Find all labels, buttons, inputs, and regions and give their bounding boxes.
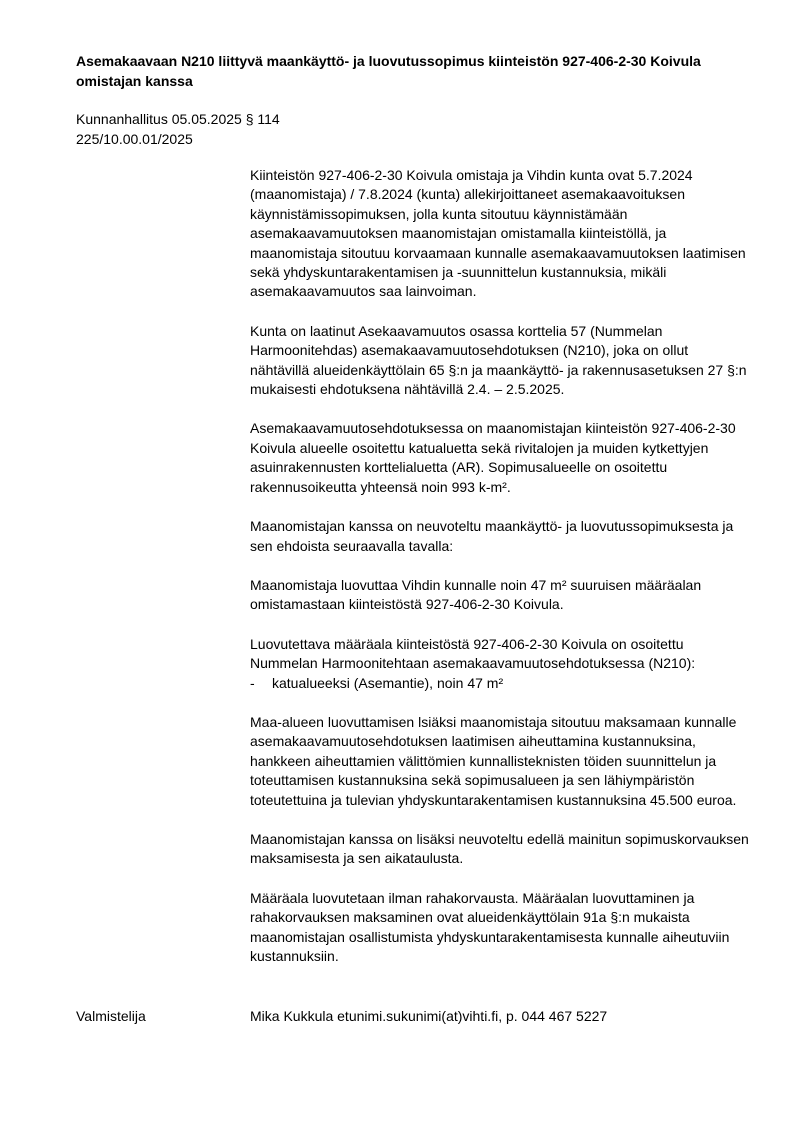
paragraph: Maanomistajan kanssa on neuvoteltu maankäyttö- ja luovutussopimuksesta ja sen ehdoista seuraavalla tavalla:: [250, 518, 734, 554]
preparer-contact: Mika Kukkula etunimi.sukunimi(at)vihti.fi, p. 044 467 5227: [250, 1008, 608, 1024]
list-item: [250, 674, 750, 693]
area-list: [250, 674, 750, 693]
paragraph: Maanomistajan kanssa on lisäksi neuvoteltu edellä mainitun sopimuskorvauksen maksamisesta ja sen aikataulusta.: [250, 830, 749, 867]
preparer-label: Valmistelija: [76, 1008, 146, 1024]
meeting-info: [76, 109, 476, 149]
paragraph: Asemakaavamuutosehdotuksessa on maanomistajan kiinteistön 927-406-2-30 Koivula alueelle osoitettu katualuetta sekä rivitalojen ja muiden kytkettyjen asuinrakennusten korttelialuetta (AR). Sopimusalueelle on osoitettu rakennusoikeutta yhteensä noin 993 k-m².: [250, 420, 736, 495]
paragraph: Kunta on laatinut Asekaavamuutos osassa korttelia 57 (Nummelan Harmoonitehdas) asemakaavamuutosehdotuksen (N210), joka on ollut nähtävillä alueidenkäyttölain 65 §:n ja maankäyttö- ja rakennusasetuksen 27 §:n mukaisesti ehdotuksena nähtävillä 2.4. – 2.5.2025.: [250, 322, 747, 398]
paragraph: Maa-alueen luovuttamisen lsiäksi maanomistaja sitoutuu maksamaan kunnalle asemakaavamuutosehdotuksen laatimisen aiheuttamina kustannuksina, hankkeen aiheuttamien välittömien kunnallisteknisten töiden suunnittelun ja toteuttamisen kustannuksina sekä sopimusalueen ja sen lähiympäristön toteutettuina ja tulevian yhdyskuntarakentamisen kustannuksina 45.500 euroa.: [250, 713, 737, 808]
paragraph: Luovutettava määräala kiinteistöstä 927-406-2-30 Koivula on osoitettu Nummelan Harmoonitehtaan asemakaavamuutosehdotuksessa (N210):: [250, 635, 696, 672]
list-item-text: katualueeksi (Asemantie), noin 47 m²: [272, 674, 504, 691]
paragraph: Määräala luovutetaan ilman rahakorvausta. Määräalan luovuttaminen ja rahakorvauksen maksaminen ovat alueidenkäyttölain 91a §:n mukaista maanomistajan osallistumista yhdyskuntarakentamisesta kunnalle aiheutuviin kustannuksiin.: [250, 889, 730, 964]
paragraph: Maanomistaja luovuttaa Vihdin kunnalle noin 47 m² suuruisen määräalan omistamastaan kiinteistöstä 927-406-2-30 Koivula.: [250, 576, 702, 613]
document-title: Asemakaavaan N210 liittyvä maankäyttö- ja luovutussopimus kiinteistön 927-406-2-30 Koivula omistajan kanssa: [76, 53, 701, 89]
meeting-reference: Kunnanhallitus 05.05.2025 § 114: [76, 111, 280, 127]
document-body: [250, 166, 750, 986]
record-number: 225/10.00.01/2025: [76, 131, 193, 147]
list-bullet: -: [250, 674, 255, 691]
paragraph: Kiinteistön 927-406-2-30 Koivula omistaja ja Vihdin kunta ovat 5.7.2024 (maanomistaja) / 7.8.2024 (kunta) allekirjoittaneet asemakaavoituksen käynnistämissopimuksen, jolla kunta sitoutuu käynnistämään asemakaavamuutoksen maanomistajan omistamalla kiinteistöllä, ja maanomistaja sitoutuu korvaamaan kunnalle asemakaavamuutoksen laatimisen sekä yhdyskuntarakentamisen ja -suunnittelun kustannuksia, mikäli asemakaavamuutos saa lainvoiman.: [250, 167, 746, 300]
